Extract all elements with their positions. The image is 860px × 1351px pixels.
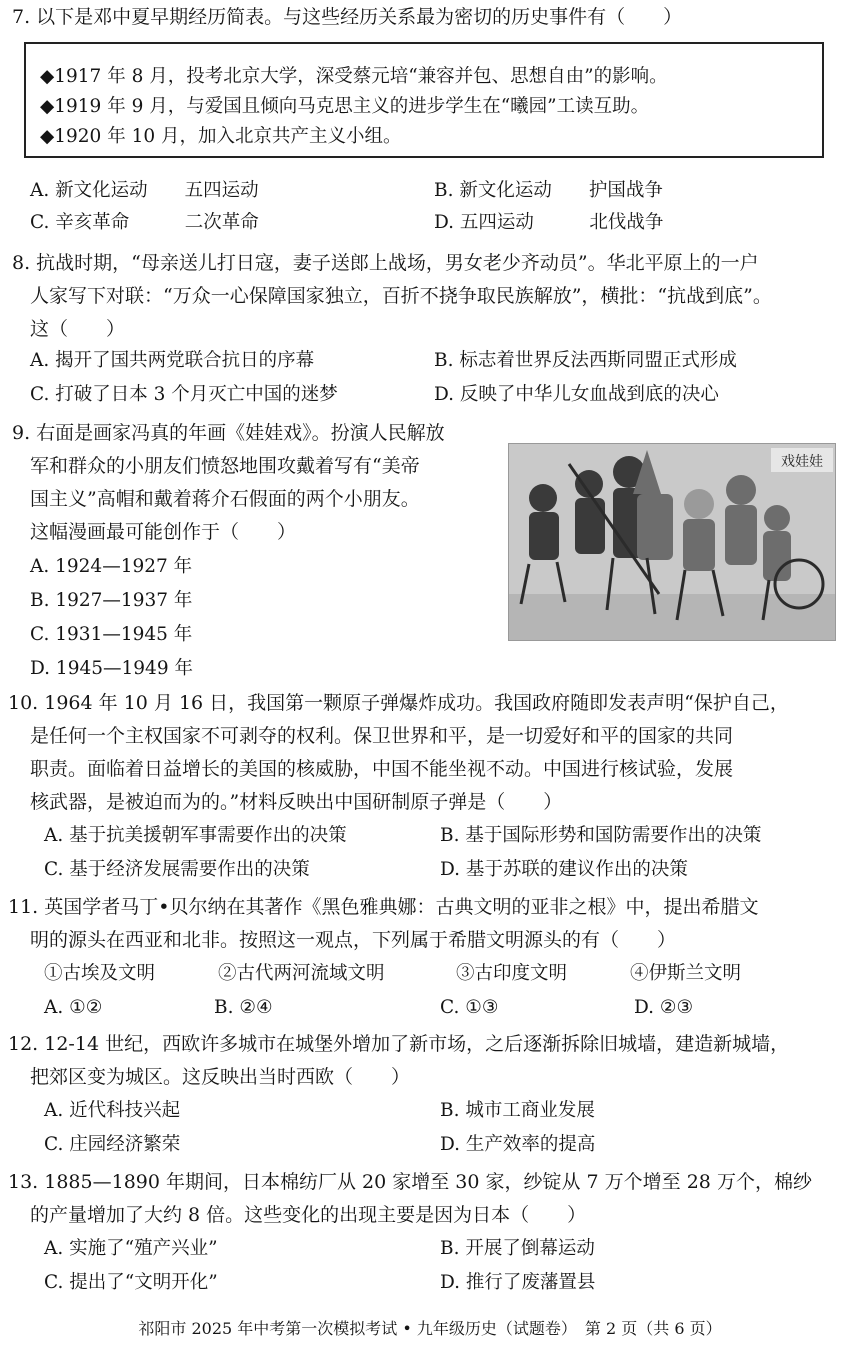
q8-option-b: B. 标志着世界反法西斯同盟正式形成 [434, 350, 737, 371]
q9-stem-line-2: 军和群众的小朋友们愤怒地围攻戴着写有“美帝 [30, 455, 420, 477]
q9-stem-line-1: 9. 右面是画家冯真的年画《娃娃戏》。扮演人民解放 [12, 422, 445, 444]
q7-box-line-2: ◆1919 年 9 月，与爱国且倾向马克思主义的进步学生在“曦园”工读互助。 [40, 96, 650, 117]
q8-option-d: D. 反映了中华儿女血战到底的决心 [434, 384, 719, 405]
q9-stem-line-3: 国主义”高帽和戴着蒋介石假面的两个小朋友。 [30, 488, 420, 510]
q12-option-c: C. 庄园经济繁荣 [44, 1134, 181, 1155]
q10-option-c: C. 基于经济发展需要作出的决策 [44, 859, 310, 880]
q12-stem-line-2: 把郊区变为城区。这反映出当时西欧（ ） [30, 1066, 411, 1088]
q13-option-b: B. 开展了倒幕运动 [440, 1238, 595, 1259]
q13-stem-line-1: 13. 1885—1890 年期间，日本棉纺厂从 20 家增至 30 家，纱锭从 7 万个增至 28 万个，棉纱 [8, 1171, 812, 1193]
q10-stem-line-3: 职责。面临着日益增长的美国的核威胁，中国不能坐视不动。中国进行核试验，发展 [30, 758, 734, 780]
q8-stem-line-3: 这（ ） [30, 318, 126, 340]
q11-item-4: ④伊斯兰文明 [630, 963, 742, 984]
q8-option-a: A. 揭开了国共两党联合抗日的序幕 [30, 350, 315, 371]
q13-stem-line-2: 的产量增加了大约 8 倍。这些变化的出现主要是因为日本（ ） [30, 1204, 587, 1226]
q11-item-1: ①古埃及文明 [44, 963, 156, 984]
page-footer: 祁阳市 2025 年中考第一次模拟考试 • 九年级历史（试题卷） 第 2 页（共 6 页） [138, 1319, 722, 1338]
q11-option-c: C. ①③ [440, 997, 499, 1018]
painting-title-text: 戏娃娃 [781, 454, 823, 470]
q10-option-d: D. 基于苏联的建议作出的决策 [440, 859, 688, 880]
q13-option-a: A. 实施了“殖产兴业” [44, 1238, 218, 1259]
q8-stem-line-1: 8. 抗战时期，“母亲送儿打日寇，妻子送郎上战场，男女老少齐动员”。华北平原上的一户 [12, 252, 759, 274]
q11-item-3: ③古印度文明 [456, 963, 568, 984]
painting-illustration [509, 444, 835, 640]
q7-stem: 7. 以下是邓中夏早期经历简表。与这些经历关系最为密切的历史事件有（ ） [12, 6, 683, 28]
q10-option-a: A. 基于抗美援朝军事需要作出的决策 [44, 825, 347, 846]
q10-stem-line-2: 是任何一个主权国家不可剥夺的权利。保卫世界和平，是一切爱好和平的国家的共同 [30, 725, 734, 747]
q7-box-line-1: ◆1917 年 8 月，投考北京大学，深受蔡元培“兼容并包、思想自由”的影响。 [40, 66, 668, 87]
q7-info-box [24, 42, 824, 158]
q12-option-b: B. 城市工商业发展 [440, 1100, 595, 1121]
q7-option-c: C. 辛亥革命 二次革命 [30, 212, 259, 233]
q10-stem-line-1: 10. 1964 年 10 月 16 日，我国第一颗原子弹爆炸成功。我国政府随即发表声明“保护自己， [8, 692, 789, 714]
q10-option-b: B. 基于国际形势和国防需要作出的决策 [440, 825, 762, 846]
q9-option-a: A. 1924—1927 年 [30, 556, 193, 577]
q12-option-d: D. 生产效率的提高 [440, 1134, 596, 1155]
q11-option-d: D. ②③ [634, 997, 694, 1018]
q13-option-c: C. 提出了“文明开化” [44, 1272, 218, 1293]
q9-option-d: D. 1945—1949 年 [30, 658, 193, 679]
q7-option-b: B. 新文化运动 护国战争 [434, 180, 663, 201]
q11-option-b: B. ②④ [214, 997, 273, 1018]
q11-option-a: A. ①② [44, 997, 103, 1018]
q9-option-b: B. 1927—1937 年 [30, 590, 193, 611]
q10-stem-line-4: 核武器，是被迫而为的。”材料反映出中国研制原子弹是（ ） [30, 791, 563, 813]
q11-item-2: ②古代两河流域文明 [218, 963, 385, 984]
q11-stem-line-1: 11. 英国学者马丁•贝尔纳在其著作《黑色雅典娜：古典文明的亚非之根》中，提出希腊文 [8, 896, 759, 918]
q7-box-line-3: ◆1920 年 10 月，加入北京共产主义小组。 [40, 126, 402, 147]
q7-option-a: A. 新文化运动 五四运动 [30, 180, 259, 201]
q7-option-d: D. 五四运动 北伐战争 [434, 212, 664, 233]
q8-stem-line-2: 人家写下对联：“万众一心保障国家独立，百折不挠争取民族解放”，横批：“抗战到底”。 [30, 285, 772, 307]
q12-stem-line-1: 12. 12-14 世纪，西欧许多城市在城堡外增加了新市场，之后逐渐拆除旧城墙，建造新城墙， [8, 1033, 790, 1055]
new-year-painting-image [508, 443, 836, 641]
q11-stem-line-2: 明的源头在西亚和北非。按照这一观点，下列属于希腊文明源头的有（ ） [30, 929, 677, 951]
q13-option-d: D. 推行了废藩置县 [440, 1272, 596, 1293]
q9-stem-line-4: 这幅漫画最可能创作于（ ） [30, 521, 297, 543]
q9-option-c: C. 1931—1945 年 [30, 624, 193, 645]
q12-option-a: A. 近代科技兴起 [44, 1100, 181, 1121]
q8-option-c: C. 打破了日本 3 个月灭亡中国的迷梦 [30, 384, 338, 405]
